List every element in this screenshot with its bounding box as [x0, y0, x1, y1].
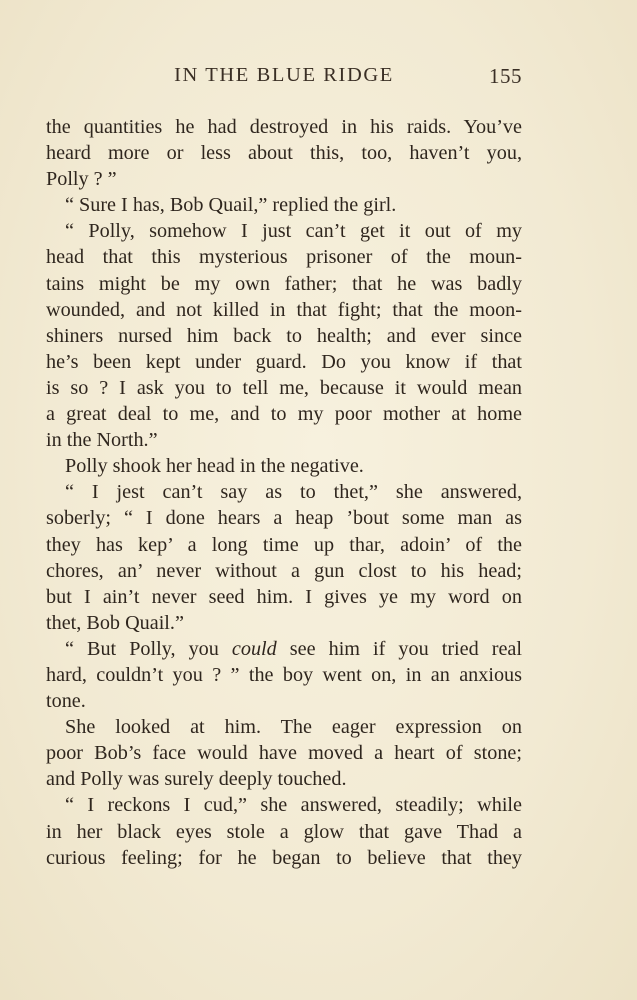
text-line: soberly; “ I done hears a heap ’bout some man as [46, 507, 522, 530]
text-line: chores, an’ never without a gun clost to his head; [46, 559, 522, 582]
running-head [46, 64, 522, 94]
text-line: thet, Bob Quail.” [46, 611, 184, 634]
text-line: curious feeling; for he began to believe that they [46, 846, 522, 869]
text-line: Polly shook her head in the negative. [65, 455, 364, 478]
text-run: see him if you tried real [276, 637, 522, 660]
text-line: tone. [46, 690, 86, 713]
text-line: tains might be my own father; that he was badly [46, 272, 522, 295]
text-line: is so ? I ask you to tell me, because it would mean [46, 376, 522, 399]
text-line: She looked at him. The eager expression on [65, 716, 522, 739]
text-line: “ Sure I has, Bob Quail,” replied the girl. [65, 194, 397, 217]
text-line: Polly ? ” [46, 168, 117, 191]
text-run: “ But Polly, you [65, 637, 232, 660]
text-line: hard, couldn’t you ? ” the boy went on, in an anxious [46, 663, 522, 686]
text-line: heard more or less about this, too, haven’t you, [46, 142, 522, 165]
text-line: and Polly was surely deeply touched. [46, 768, 347, 791]
text-line: “ Polly, somehow I just can’t get it out of my [65, 220, 522, 243]
text-line: “ I jest can’t say as to thet,” she answered, [65, 481, 522, 504]
text-line: they has kep’ a long time up thar, adoin’ of the [46, 533, 522, 556]
text-line: poor Bob’s face would have moved a heart of stone; [46, 742, 522, 765]
text-line: in her black eyes stole a glow that gave Thad a [46, 820, 522, 843]
page-number: 155 [489, 64, 522, 88]
text-line: shiners nursed him back to health; and ever since [46, 324, 522, 347]
text-line: the quantities he had destroyed in his raids. You’ve [46, 116, 522, 138]
italic-emphasis: could [231, 637, 277, 660]
body-text [46, 114, 522, 871]
text-line: a great deal to me, and to my poor mother at home [46, 403, 522, 426]
text-line: in the North.” [46, 429, 158, 452]
running-title: IN THE BLUE RIDGE [174, 64, 394, 86]
text-line: wounded, and not killed in that fight; that the moon- [46, 298, 522, 321]
text-line: “ I reckons I cud,” she answered, steadily; while [65, 794, 522, 817]
text-line [46, 636, 522, 662]
text-line: but I ain’t never seed him. I gives ye my word on [46, 585, 522, 608]
text-line: he’s been kept under guard. Do you know if that [46, 350, 522, 373]
text-line: head that this mysterious prisoner of the moun- [46, 246, 522, 269]
